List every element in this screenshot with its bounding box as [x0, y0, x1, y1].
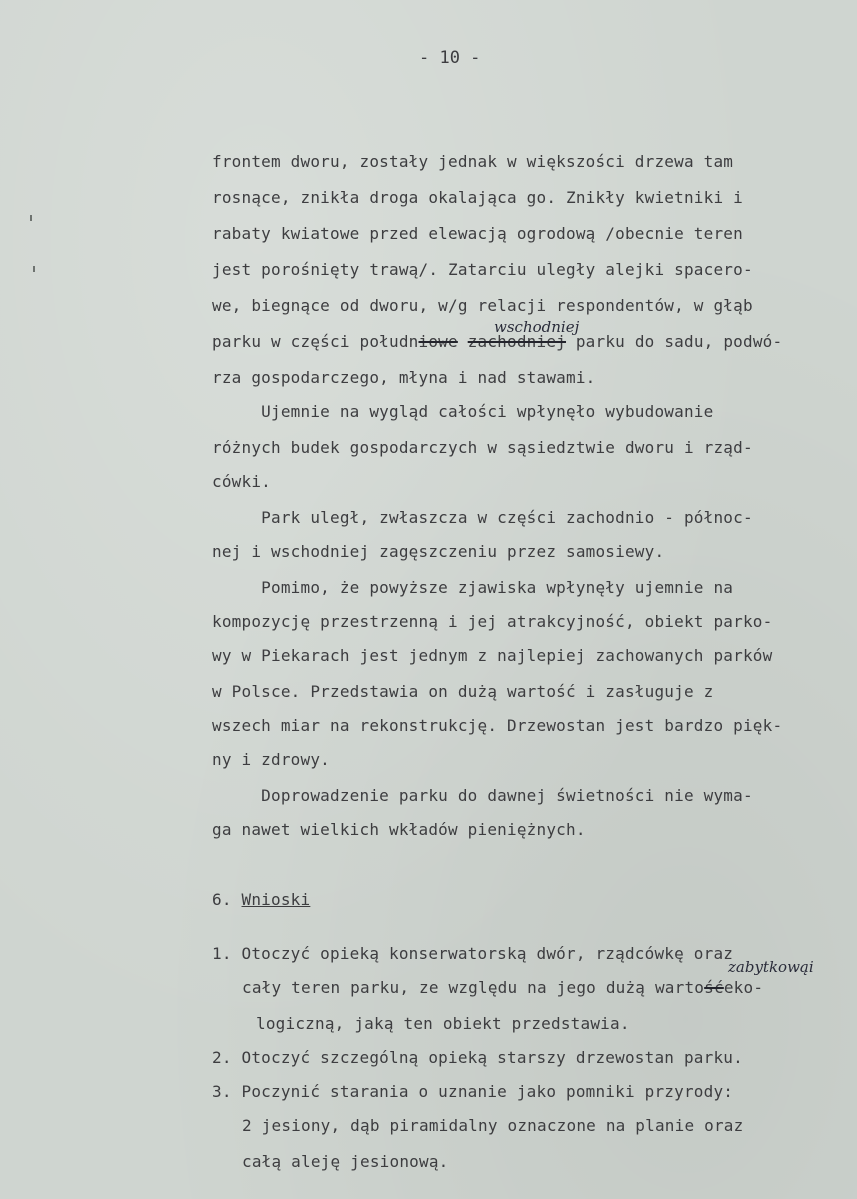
text-line: Doprowadzenie parku do dawnej świetności nie wyma-: [212, 786, 753, 805]
text-line: Park uległ, zwłaszcza w części zachodnio - północ-: [212, 508, 753, 527]
list-item-line: 2 jesiony, dąb piramidalny oznaczone na planie oraz: [242, 1116, 744, 1135]
text-line: frontem dworu, zostały jednak w większości drzewa tam: [212, 152, 734, 171]
text-fragment: eko-: [723, 978, 764, 997]
list-item-line: [242, 978, 763, 998]
section-title: Wnioski: [241, 890, 311, 909]
text-line: rza gospodarczego, młyna i nad stawami.: [212, 368, 596, 387]
scan-speck: [30, 215, 32, 221]
text-fragment: [458, 332, 468, 351]
text-line: kompozycję przestrzenną i jej atrakcyjność, obiekt parko-: [212, 612, 773, 631]
text-line: Pomimo, że powyższe zjawiska wpłynęły ujemnie na: [212, 578, 734, 597]
section-number: 6.: [212, 890, 232, 909]
text-line: ny i zdrowy.: [212, 750, 330, 769]
text-line: nej i wschodniej zagęszczeniu przez samosiewy.: [212, 542, 665, 561]
text-fragment: parku w części połudn: [212, 332, 419, 351]
section-heading: [212, 890, 310, 910]
text-fragment: cały teren parku, ze względu na jego dużą warto: [242, 978, 705, 997]
text-line-corrected: [212, 332, 782, 352]
list-item: 2. Otoczyć szczególną opieką starszy drzewostan parku.: [212, 1048, 743, 1067]
handwritten-insertion: zabytkowąi: [728, 958, 814, 976]
page-number: - 10 -: [419, 48, 481, 68]
struck-text: ść: [704, 978, 724, 997]
list-item: 1. Otoczyć opieką konserwatorską dwór, rządcówkę oraz: [212, 944, 734, 963]
text-line: w Polsce. Przedstawia on dużą wartość i zasługuje z: [212, 682, 714, 701]
text-line: wy w Piekarach jest jednym z najlepiej zachowanych parków: [212, 646, 773, 665]
text-fragment: parku do sadu, podwó-: [566, 332, 783, 351]
struck-text: zachodniej: [467, 332, 567, 351]
struck-text: iowe: [418, 332, 458, 351]
text-line: rabaty kwiatowe przed elewacją ogrodową /obecnie teren: [212, 224, 743, 243]
text-line: ga nawet wielkich wkładów pieniężnych.: [212, 820, 586, 839]
list-item-line: logiczną, jaką ten obiekt przedstawia.: [256, 1014, 630, 1033]
text-line: Ujemnie na wygląd całości wpłynęło wybudowanie: [212, 402, 714, 421]
text-line: wszech miar na rekonstrukcję. Drzewostan jest bardzo pięk-: [212, 716, 783, 735]
handwritten-correction: wschodniej: [494, 318, 580, 336]
list-item: 3. Poczynić starania o uznanie jako pomniki przyrody:: [212, 1082, 734, 1101]
list-item-line: całą aleję jesionową.: [242, 1152, 449, 1171]
text-line: we, biegnące od dworu, w/g relacji respondentów, w głąb: [212, 296, 753, 315]
text-line: jest porośnięty trawą/. Zatarciu uległy alejki spacero-: [212, 260, 753, 279]
text-line: rosnące, znikła droga okalająca go. Znikły kwietniki i: [212, 188, 743, 207]
scan-speck: [33, 266, 35, 272]
text-line: cówki.: [212, 472, 271, 491]
text-line: różnych budek gospodarczych w sąsiedztwie dworu i rząd-: [212, 438, 753, 457]
